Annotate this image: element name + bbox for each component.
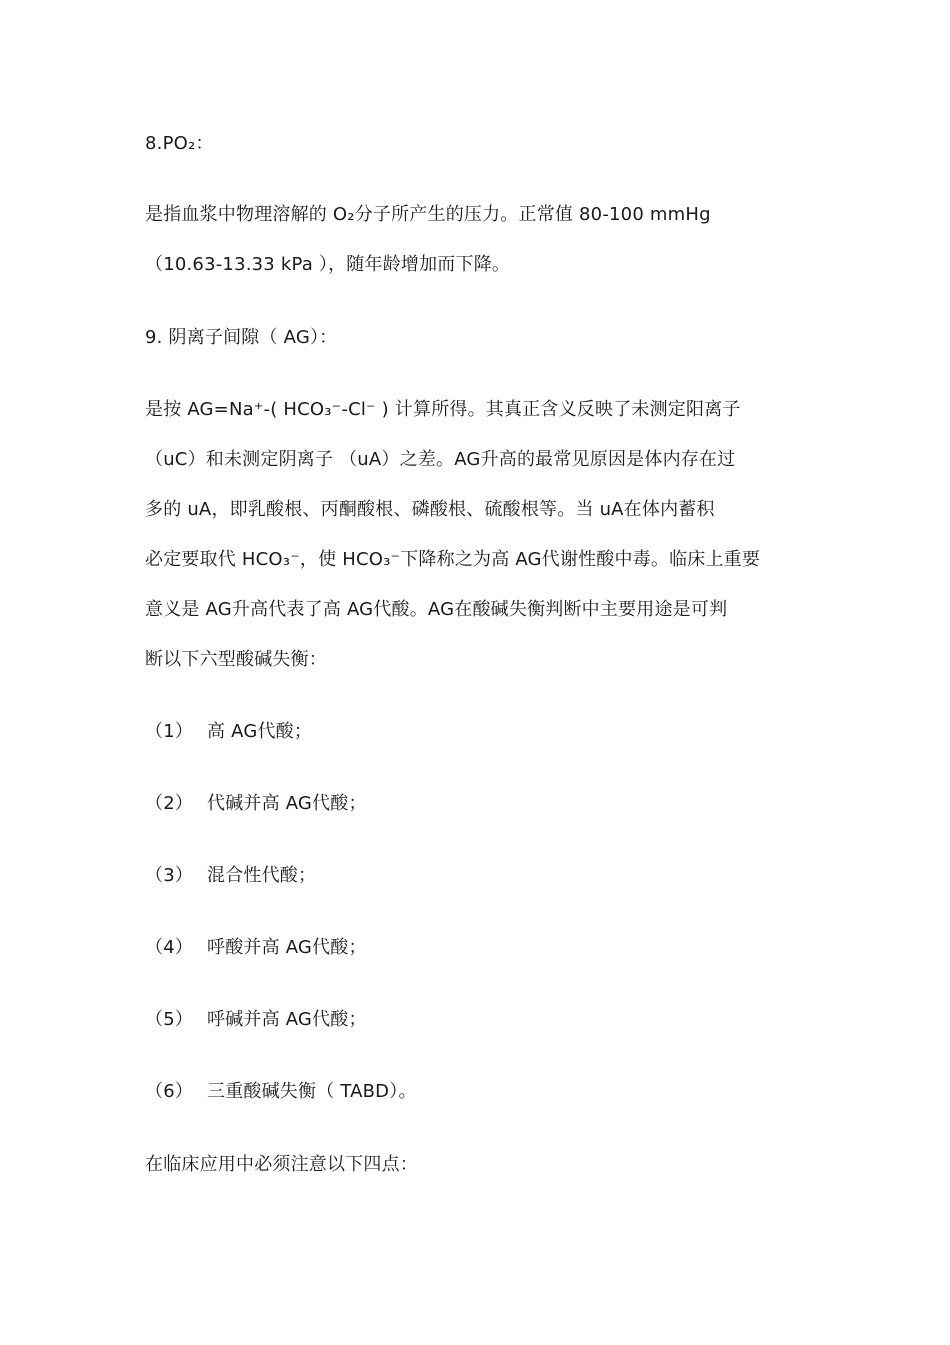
list-item-text: 混合性代酸； [207, 865, 317, 886]
list-item-number: （5） [145, 1009, 194, 1030]
section-8-heading: 8.PO₂： [145, 133, 214, 154]
section-9-heading: 9. 阴离子间隙（ AG）： [145, 327, 338, 348]
list-item [145, 792, 367, 816]
list-item [145, 1008, 367, 1032]
list-item-text: 呼碱并高 AG代酸； [207, 1009, 367, 1030]
list-item-text: 高 AG代酸； [207, 721, 313, 742]
section-9-para-line-1: 是按 AG=Na⁺-( HCO₃⁻-Cl⁻ ) 计算所得。其真正含义反映了未测定阳离子 [145, 399, 741, 420]
list-item-number: （4） [145, 937, 194, 958]
section-8-para-line-2: （10.63-13.33 kPa ），随年龄增加而下降。 [145, 254, 511, 275]
list-item-text: 呼酸并高 AG代酸； [207, 937, 367, 958]
section-8-para-line-1: 是指血浆中物理溶解的 O₂分子所产生的压力。正常值 80-100 mmHg [145, 204, 711, 225]
list-item [145, 1080, 417, 1104]
section-9-footer: 在临床应用中必须注意以下四点： [145, 1154, 418, 1175]
list-item [145, 720, 312, 744]
list-item-text: 三重酸碱失衡（ TABD）。 [207, 1081, 417, 1102]
list-item-number: （2） [145, 793, 194, 814]
section-9-para-line-5: 意义是 AG升高代表了高 AG代酸。AG在酸碱失衡判断中主要用途是可判 [145, 599, 728, 620]
list-item-text: 代碱并高 AG代酸； [207, 793, 367, 814]
section-9-para-line-3: 多的 uA，即乳酸根、丙酮酸根、磷酸根、硫酸根等。当 uA在体内蓄积 [145, 499, 715, 520]
list-item [145, 936, 367, 960]
section-9-para-line-2: （uC）和未测定阴离子 （uA）之差。AG升高的最常见原因是体内存在过 [145, 449, 736, 470]
section-9-para-line-6: 断以下六型酸碱失衡： [145, 649, 327, 670]
list-item [145, 864, 316, 888]
list-item-number: （6） [145, 1081, 194, 1102]
section-9-para-line-4: 必定要取代 HCO₃⁻，使 HCO₃⁻下降称之为高 AG代谢性酸中毒。临床上重要 [145, 549, 761, 570]
list-item-number: （3） [145, 865, 194, 886]
list-item-number: （1） [145, 721, 194, 742]
